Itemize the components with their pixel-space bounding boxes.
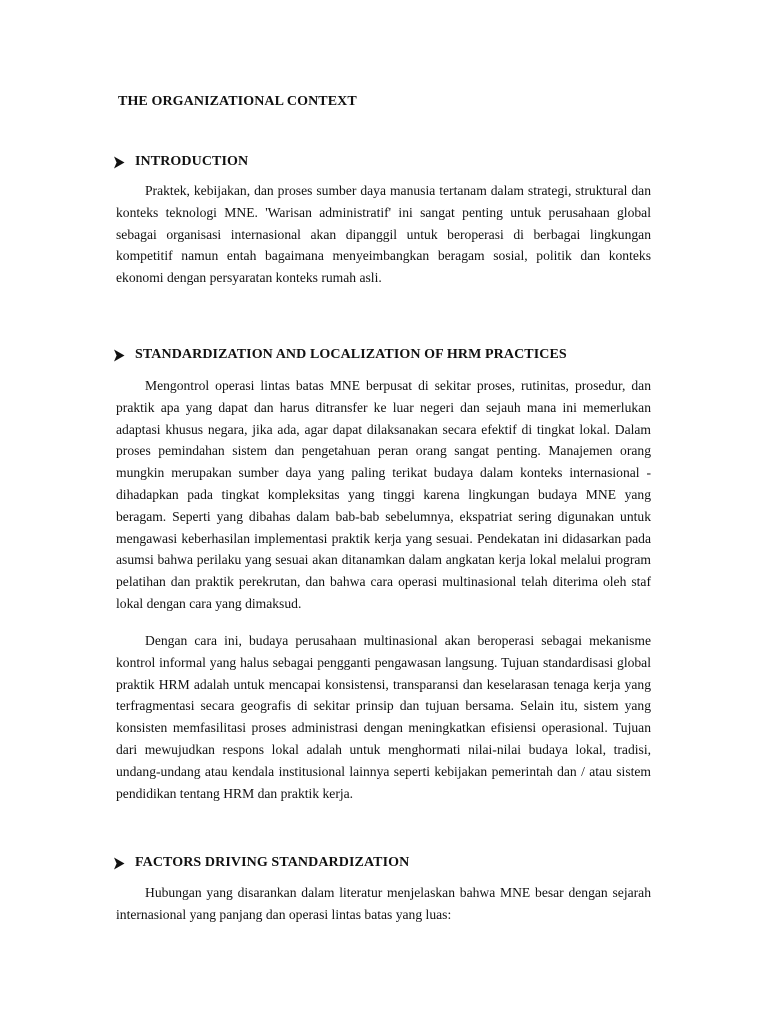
document-title: THE ORGANIZATIONAL CONTEXT <box>118 94 357 109</box>
paragraph: Mengontrol operasi lintas batas MNE berpusat di sekitar proses, rutinitas, prosedur, dan praktik apa yang dapat dan harus ditransfer ke luar negeri dan sejauh mana ini memerlukan adaptasi khusus negara, jika ada, agar dapat dilaksanakan secara efektif di tingkat lokal. Dalam proses pemindahan sistem dan pengetahuan peran orang sangat penting. Manajemen orang mungkin merupakan sumber daya yang paling terikat budaya dalam konteks internasional - dihadapkan pada tingkat kompleksitas yang tinggi karena lingkungan budaya MNE yang beragam. Seperti yang dibahas dalam bab-bab sebelumnya, ekspatriat sering digunakan untuk mengawasi keberhasilan implementasi praktik kerja yang sesuai. Pendekatan ini didasarkan pada asumsi bahwa perilaku yang sesuai akan ditanamkan dalam angkatan kerja lokal melalui program pelatihan dan praktik perekrutan, dan bahwa cara operasi multinasional telah diterima oleh staf lokal dengan cara yang dimaksud. <box>116 378 651 611</box>
arrowhead-bullet-icon <box>113 857 125 870</box>
section-heading-text: FACTORS DRIVING STANDARDIZATION <box>135 855 410 870</box>
section-heading-introduction <box>113 154 248 170</box>
section-heading-factors-driving-standardization <box>113 855 409 871</box>
arrowhead-bullet-icon <box>113 349 125 362</box>
section-heading-standardization-localization <box>113 347 567 363</box>
paragraph: Hubungan yang disarankan dalam literatur menjelaskan bahwa MNE besar dengan sejarah internasional yang panjang dan operasi lintas batas yang luas: <box>116 885 651 922</box>
paragraph: Praktek, kebijakan, dan proses sumber daya manusia tertanam dalam strategi, struktural dan konteks teknologi MNE. 'Warisan administratif' ini sangat penting untuk perusahaan global sebagai organisasi internasional akan dipanggil untuk beroperasi di berbagai lingkungan kompetitif namun entah bagaimana menyeimbangkan beragam sosial, politik dan konteks ekonomi dengan persyaratan konteks rumah asli. <box>116 183 651 286</box>
section-heading-text: STANDARDIZATION AND LOCALIZATION OF HRM PRACTICES <box>135 347 567 362</box>
arrowhead-bullet-icon <box>113 156 125 169</box>
paragraph: Dengan cara ini, budaya perusahaan multinasional akan beroperasi sebagai mekanisme kontrol informal yang halus sebagai pengganti pengawasan langsung. Tujuan standardisasi global praktik HRM adalah untuk mencapai konsistensi, transparansi dan keselarasan tenaga kerja yang terfragmentasi secara geografis di sekitar prinsip dan tujuan bersama. Selain itu, sistem yang konsisten memfasilitasi proses administrasi dengan meningkatkan efisiensi operasional. Tujuan dari mewujudkan respons lokal adalah untuk menghormati nilai-nilai budaya lokal, tradisi, undang-undang atau kendala institusional lainnya seperti kebijakan pemerintah dan / atau sistem pendidikan tentang HRM dan praktik kerja. <box>116 633 651 801</box>
section-heading-text: INTRODUCTION <box>135 154 249 169</box>
